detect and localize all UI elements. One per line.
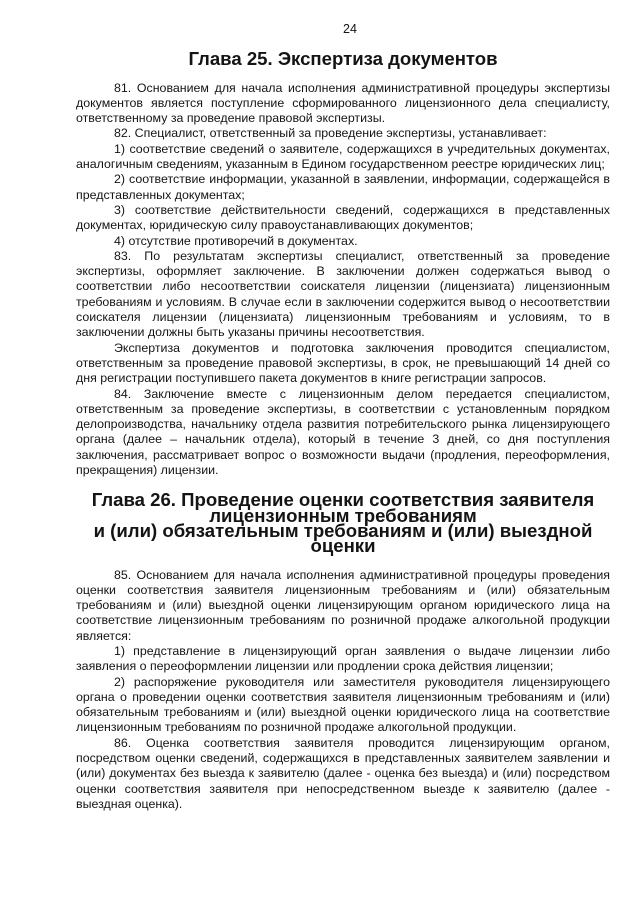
chapter-26-title	[76, 489, 610, 557]
paragraph-82-item-1: 1) соответствие сведений о заявителе, содержащихся в учредительных документах, аналогичным сведениям, указанным в Едином государственном реестре юридических лиц;	[76, 141, 610, 172]
chapter-25-title: Глава 25. Экспертиза документов	[188, 48, 498, 70]
chapter-26-title-line-2: и (или) обязательным требованиям и (или) выездной оценки	[93, 519, 593, 557]
paragraph-82-item-2: 2) соответствие информации, указанной в заявлении, информации, содержащейся в представленных документах;	[76, 172, 610, 202]
paragraph-85-item-1: 1) представление в лицензирующий орган заявления о выдаче лицензии либо заявления о переоформлении лицензии или продлении срока действия лицензии;	[76, 643, 610, 674]
chapter-26-title-line-1: Глава 26. Проведение оценки соответствия заявителя лицензионным требованиям	[91, 489, 595, 526]
page-number: 24	[343, 22, 357, 36]
paragraph-83-expertise-term: Экспертиза документов и подготовка заключения проводится специалистом, ответственным за проведение правовой экспертизы, в срок, не превышающий 14 дней со дня регистрации поступившего пакета документов в книге регистрации запросов.	[76, 340, 610, 386]
paragraph-81: 81. Основанием для начала исполнения административной процедуры экспертизы документов является поступление сформированного лицензионного дела специалисту, ответственному за проведение правовой экспертизы.	[76, 80, 610, 126]
paragraph-84: 84. Заключение вместе с лицензионным делом передается специалистом, ответственным за проведение экспертизы, в соответствии с установленным порядком делопроизводства, начальнику отдела развития потребительского рынка лицензирующего органа (далее – начальник отдела), который в течение 3 дней, со дня поступления заключения, рассматривает вопрос о возможности выдачи (продления, переоформления, прекращения) лицензии.	[76, 386, 610, 478]
paragraph-85-item-2: 2) распоряжение руководителя или заместителя руководителя лицензирующего органа о проведении оценки соответствия заявителя лицензионным требованиям и (или) обязательным требованиям и (или) выездной оценки юридического лица на соответствие лицензионным требованиям по розничной продаже алкогольной продукции.	[76, 674, 610, 735]
paragraph-82-item-4: 4) отсутствие противоречий в документах.	[114, 233, 358, 248]
paragraph-82: 82. Специалист, ответственный за проведение экспертизы, устанавливает:	[114, 126, 547, 141]
paragraph-85: 85. Основанием для начала исполнения административной процедуры проведения оценки соответствия заявителя лицензионным требованиям и (или) обязательным требованиям и (или) выездной оценки лицензирующим органом юридического лица на соответствие лицензионным требованиям по розничной продаже алкогольной продукции является:	[76, 567, 610, 643]
paragraph-83: 83. По результатам экспертизы специалист, ответственный за проведение экспертизы, оформляет заключение. В заключении должен содержаться вывод о соответствии либо несоответствии соискателя лицензии (лицензиата) лицензионным требованиям и условиям. В случае если в заключении содержится вывод о несоответствии соискателя лицензии (лицензиата) лицензионным требованиям и условиям, то в заключении должны быть указаны причины несоответствия.	[76, 248, 610, 340]
paragraph-86: 86. Оценка соответствия заявителя проводится лицензирующим органом, посредством оценки сведений, содержащихся в представленных заявителем заявлении и (или) документах без выезда к заявителю (далее - оценка без выезда) и (или) посредством оценки соответствия заявителя при непосредственном выезде к заявителю (далее - выездная оценка).	[76, 735, 610, 811]
paragraph-82-item-3: 3) соответствие действительности сведений, содержащихся в представленных документах, юридическую силу правоустанавливающих документов;	[76, 202, 610, 233]
